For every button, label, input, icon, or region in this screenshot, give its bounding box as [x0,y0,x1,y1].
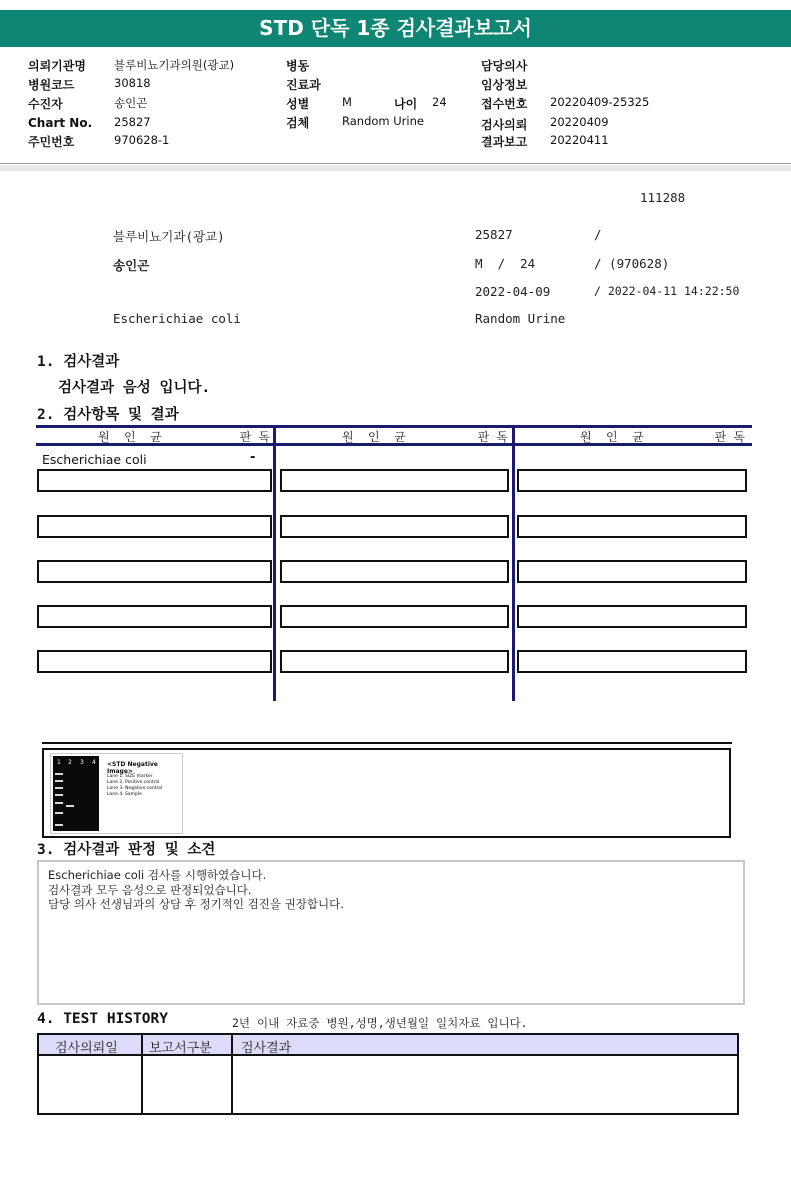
section3-title: 3. 검사결과 판정 및 소견 [37,842,216,858]
result-cell [280,605,509,628]
result-cell [37,515,272,538]
history-header-row [39,1035,737,1056]
col-pathogen-label: 원 인 균 [98,430,162,444]
institution-label: 의뢰기관명 [28,59,86,73]
gel-band [55,824,63,826]
gel-band [55,802,63,804]
section1-result: 검사결과 음성 입니다. [58,380,211,396]
age-label: 나이 [394,97,418,111]
result-col-header [342,428,508,443]
result-cell [280,469,509,492]
opinion-box [37,860,745,1005]
gel-band [55,780,63,782]
clinical-info-label: 임상정보 [481,78,528,92]
hospital-code-value: 30818 [114,76,151,90]
id-no-value: 970628-1 [114,133,170,147]
request-date-value: 20220409 [550,115,609,129]
gel-lane-legend: Lane 3. Negative control [107,786,163,791]
section2-title: 2. 검사항목 및 결과 [37,407,179,423]
result-cell [280,560,509,583]
institution-value: 블루비뇨기과의원(광교) [114,58,235,72]
col-judgement-label: 판 독 [239,430,270,444]
summary-sex-age: M / 24 [475,256,536,271]
col-judgement-label: 판 독 [477,430,508,444]
lane-number: 3 [80,759,84,766]
result-cell [37,469,272,492]
gel-electrophoresis-image [53,756,99,831]
report-date-value: 20220411 [550,133,609,147]
hospital-code-label: 병원코드 [28,78,75,92]
result-col-header [580,428,745,443]
history-header-request-date: 검사의뢰일 [55,1041,118,1056]
gel-lane-legend: Lane 1. SIZE marker [107,774,153,779]
patient-value: 송인곤 [114,96,148,110]
chart-no-value: 25827 [114,115,151,129]
summary-clinic: 블루비뇨기과(광교) [113,229,225,244]
gel-band [55,773,63,775]
summary-birth: / (970628) [594,256,670,271]
header-separator [0,165,791,171]
report-title: STD 단독 1종 검사결과보고서 [0,10,791,47]
result-col-header [98,428,270,443]
history-col-divider [141,1035,143,1113]
receipt-no-label: 접수번호 [481,97,528,111]
sex-value: M [342,95,352,109]
specimen-value: Random Urine [342,114,424,128]
summary-test-name: Escherichiae coli [113,311,241,326]
ward-label: 병동 [286,59,310,73]
opinion-line: 검사결과 모두 음성으로 판정되었습니다. [48,882,252,897]
patient-info-header [0,47,791,164]
result-cell [517,605,747,628]
test-history-table [37,1033,739,1115]
receipt-no-value: 20220409-25325 [550,95,650,109]
history-col-divider [231,1035,233,1113]
request-date-label: 검사의뢰 [481,118,528,132]
first-item-name: Escherichiae coli [42,452,147,467]
specimen-label: 검체 [286,116,310,130]
result-cell [37,560,272,583]
section4-title: 4. TEST HISTORY [37,1011,168,1027]
summary-slash: / [594,227,602,242]
summary-patient: 송인곤 [113,258,150,273]
opinion-line: Escherichiae coli 검사를 시행하였습니다. [48,868,267,882]
result-cell [517,515,747,538]
gel-band [55,794,63,796]
gel-image-card [50,753,183,834]
result-cell [280,515,509,538]
gel-lane-legend: Lane 4. Sample [107,792,142,797]
first-item-result: - [250,450,256,465]
report-date-label: 결과보고 [481,135,528,149]
chart-no-label: Chart No. [28,116,93,130]
sex-label: 성별 [286,97,310,111]
result-cell [517,469,747,492]
gel-lane-legend: Lane 2. Positive control [107,780,160,785]
result-cell [517,560,747,583]
history-header-result: 검사결과 [241,1041,292,1056]
result-cell [37,605,272,628]
doctor-label: 담당의사 [481,59,528,73]
report-code: 111288 [640,190,686,205]
result-table-divider [273,425,276,701]
image-top-rule [42,742,732,744]
col-judgement-label: 판 독 [714,430,745,444]
lane-number: 2 [68,759,72,766]
history-header-report-type: 보고서구분 [149,1041,212,1056]
result-cell [517,650,747,673]
gel-image-title: <STD Negative Image> [107,761,158,775]
history-note: 2년 이내 자료중 병원,성명,생년월일 일치자료 입니다. [232,1016,528,1030]
opinion-line: 담당 의사 선생님과의 상담 후 정기적인 검진을 권장합니다. [48,897,344,911]
col-pathogen-label: 원 인 균 [580,430,644,444]
summary-report-datetime: / 2022-04-11 14:22:50 [594,284,740,298]
col-pathogen-label: 원 인 균 [342,430,406,444]
summary-request-date: 2022-04-09 [475,284,551,299]
gel-band [55,787,63,789]
section1-title: 1. 검사결과 [37,354,120,370]
result-cell [280,650,509,673]
id-no-label: 주민번호 [28,135,75,149]
lane-number: 1 [57,759,61,766]
department-label: 진료과 [286,78,321,92]
summary-chart-no: 25827 [475,227,513,242]
gel-band [66,805,74,807]
result-cell [37,650,272,673]
age-value: 24 [432,95,447,109]
patient-label: 수진자 [28,97,63,111]
gel-band [55,812,63,814]
lane-number: 4 [92,759,96,766]
result-table-divider [512,425,515,701]
summary-specimen: Random Urine [475,311,566,326]
